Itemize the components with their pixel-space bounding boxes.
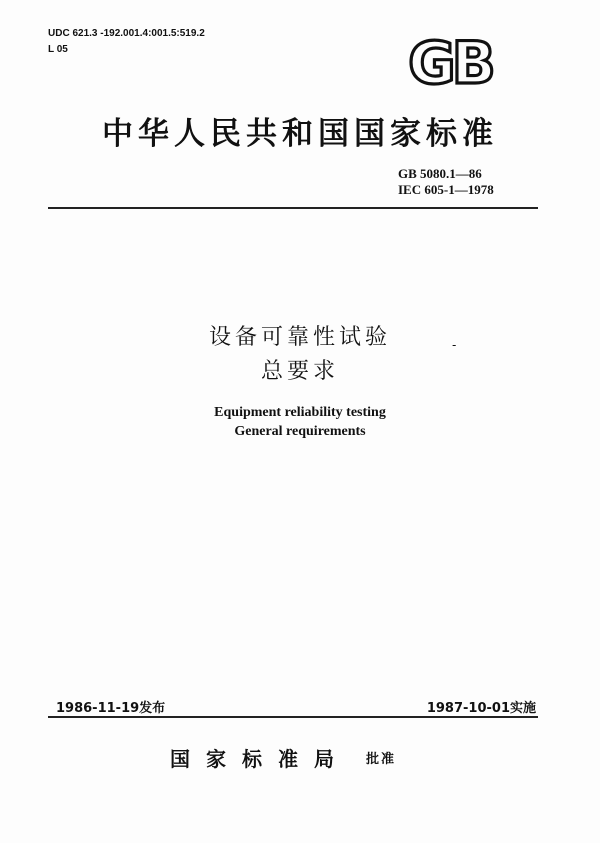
implementation-date: 1987-10-01实施 (426, 701, 536, 716)
standard-title: 中华人民共和国国家标准 (102, 116, 498, 152)
gb-logo-icon (392, 30, 508, 90)
gb-logo-text: GB (408, 30, 492, 90)
gb-standard-number: GB 5080.1—86 (398, 166, 482, 181)
stray-mark: - (452, 338, 457, 352)
iec-standard-number: IEC 605-1—1978 (398, 182, 494, 197)
classification-code: L 05 (48, 44, 68, 55)
title-chinese-line1: 设备可靠性试验 (208, 325, 391, 350)
issue-date: 1986-11-19发布 (56, 701, 166, 716)
bottom-divider (48, 716, 538, 718)
title-english-line2: General requirements (234, 424, 366, 439)
issuing-authority: 国家标准局 (170, 747, 350, 771)
top-divider (48, 207, 538, 209)
udc-code: UDC 621.3 -192.001.4:001.5:519.2 (48, 28, 205, 39)
title-chinese-line2: 总要求 (260, 359, 339, 384)
title-english-line1: Equipment reliability testing (214, 405, 386, 420)
approval-mark: 批准 (366, 752, 397, 767)
